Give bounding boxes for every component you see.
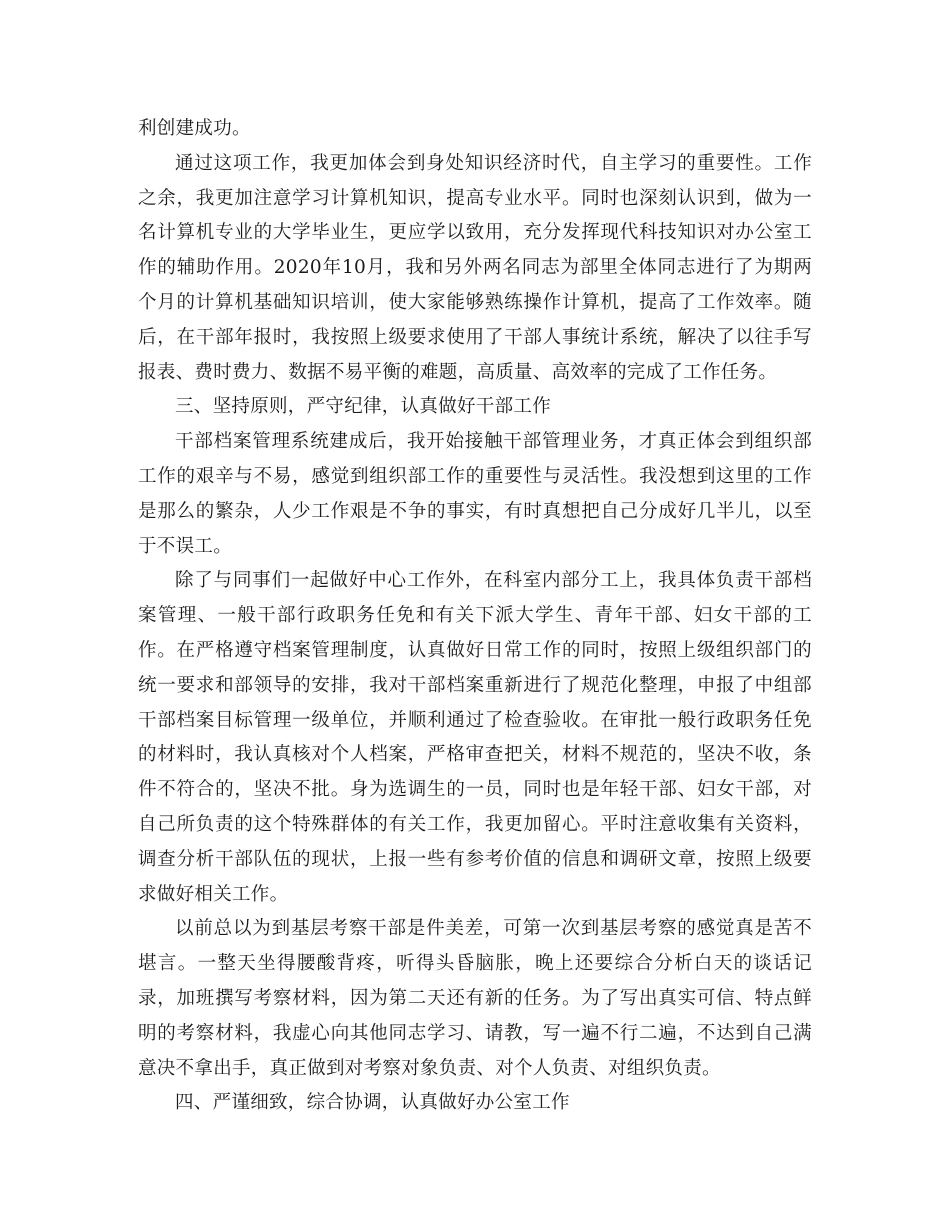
section-heading-4: 四、严谨细致，综合协调，认真做好办公室工作 [175,1092,570,1114]
paragraph-division-of-work: 除了与同事们一起做好中心工作外，在科室内部分工上，我具体负责干部档案管理、一般干部行政职务任免和有关下派大学生、青年干部、妇女干部的工作。在严格遵守档案管理制度，认真做好日常工作的同时，按照上级组织部门的统一要求和部领导的安排，我对干部档案重新进行了规范化整理，申报了中组部干部档案目标管理一级单位，并顺利通过了检查验收。在审批一般行政职务任免的材料时，我认真核对个人档案，严格审查把关，材料不规范的，坚决不收，条件不符合的，坚决不批。身为选调生的一员，同时也是年轻干部、妇女干部，对自己所负责的这个特殊群体的有关工作，我更加留心。平时注意收集有关资料，调查分析干部队伍的现状，上报一些有参考价值的信息和调研文章，按照上级要求做好相关工作。 [138,570,812,905]
paragraph-continuation: 利创建成功。 [138,118,251,139]
paragraph-self-study: 通过这项工作，我更加体会到身处知识经济时代，自主学习的重要性。工作之余，我更加注意学习计算机知识，提高专业水平。同时也深刻认识到，做为一名计算机专业的大学毕业生，更应学以致用，充分发挥现代科技知识对办公室工作的辅助作用。2020年10月，我和另外两名同志为部里全体同志进行了为期两个月的计算机基础知识培训，使大家能够熟练操作计算机，提高了工作效率。随后，在干部年报时，我按照上级要求使用了干部人事统计系统，解决了以往手写报表、费时费力、数据不易平衡的难题，高质量、高效率的完成了工作任务。 [138,152,812,383]
paragraph-archive-system: 干部档案管理系统建成后，我开始接触干部管理业务，才真正体会到组织部工作的艰辛与不易，感觉到组织部工作的重要性与灵活性。我没想到这里的工作是那么的繁杂，人少工作艰是不争的事实，有时真想把自己分成好几半儿，以至于不误工。 [138,431,812,557]
section-heading-3: 三、坚持原则，严守纪律，认真做好干部工作 [175,396,552,418]
paragraph-inspection: 以前总以为到基层考察干部是件美差，可第一次到基层考察的感觉真是苦不堪言。一整天坐得腰酸背疼，听得头昏脑胀，晚上还要综合分析白天的谈话记录，加班撰写考察材料，因为第二天还有新的任务。为了写出真实可信、特点鲜明的考察材料，我虚心向其他同志学习、请教，写一遍不行二遍，不达到自己满意决不拿出手，真正做到对考察对象负责、对个人负责、对组织负责。 [138,918,812,1079]
document-body [138,112,812,1121]
